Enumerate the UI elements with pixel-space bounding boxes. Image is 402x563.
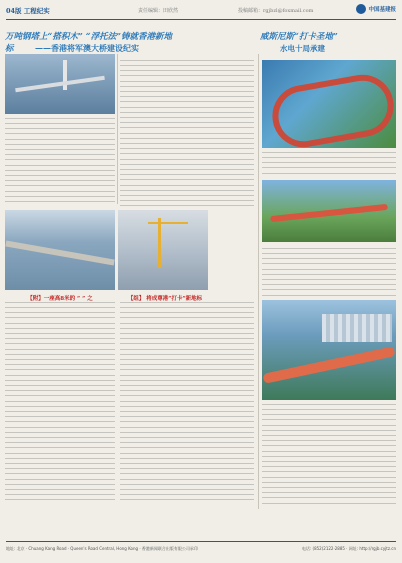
masthead-logo (356, 4, 396, 14)
logo-icon (356, 4, 366, 14)
footer-contact: 电话: (852)2122·2885 · 网址: http://rgjb.cyjtz.cn (301, 546, 396, 551)
left-subheadline: ——香港将军澳大桥建设纪实 (35, 43, 139, 53)
construction-crane-photo (118, 210, 208, 290)
column-divider (117, 54, 118, 204)
column-divider (258, 54, 259, 509)
article-text-column (120, 60, 254, 206)
curved-path (262, 346, 395, 384)
bridge-aerial-photo (5, 54, 115, 114)
right-headline: 威斯尼斯“打卡圣地” (260, 32, 338, 42)
city-skyline (322, 314, 392, 342)
highway-road (5, 240, 114, 265)
bridge-highway-photo (5, 210, 115, 290)
article-text-column (120, 302, 254, 502)
red-path (270, 204, 388, 222)
article-text-column (5, 118, 115, 204)
page-header (6, 3, 396, 20)
riverside-path-photo (262, 180, 396, 242)
editor-credit: 责任编辑：田欣然 (138, 8, 179, 14)
article-text-column (262, 248, 396, 298)
footer-address: 地址: 北京 · Chuang Kang Road · Queen's Road Central, Hong Kong · 香港新闻联合出版有限公司承印 (6, 546, 198, 551)
article-text-column (262, 404, 396, 504)
left-headline: 万吨钢塔上“搭积木” “浮托法”铸就香港新地标 (5, 32, 173, 54)
red-track (268, 70, 396, 148)
crane-arm (148, 222, 188, 224)
photo-caption-left: 【附】一座高8米的 “ ” 之 (27, 296, 93, 302)
greenway-track-photo (262, 60, 396, 148)
right-subheadline: 水电十局承建 (280, 44, 325, 53)
article-text-column (262, 152, 396, 174)
city-greenway-photo (262, 300, 396, 400)
submission-email: 投稿邮箱：rgjbzl@foxmail.com (238, 8, 314, 14)
bridge-deck (15, 76, 105, 92)
page-footer (6, 541, 396, 556)
article-text-column (5, 302, 115, 502)
page-number: 04版 工程纪实 (6, 7, 50, 15)
crane-mast (158, 218, 161, 268)
photo-caption-middle: 【组】 将成尊港“打卡”新地标 (127, 296, 203, 302)
logo-text: 中国基建报 (368, 7, 396, 13)
